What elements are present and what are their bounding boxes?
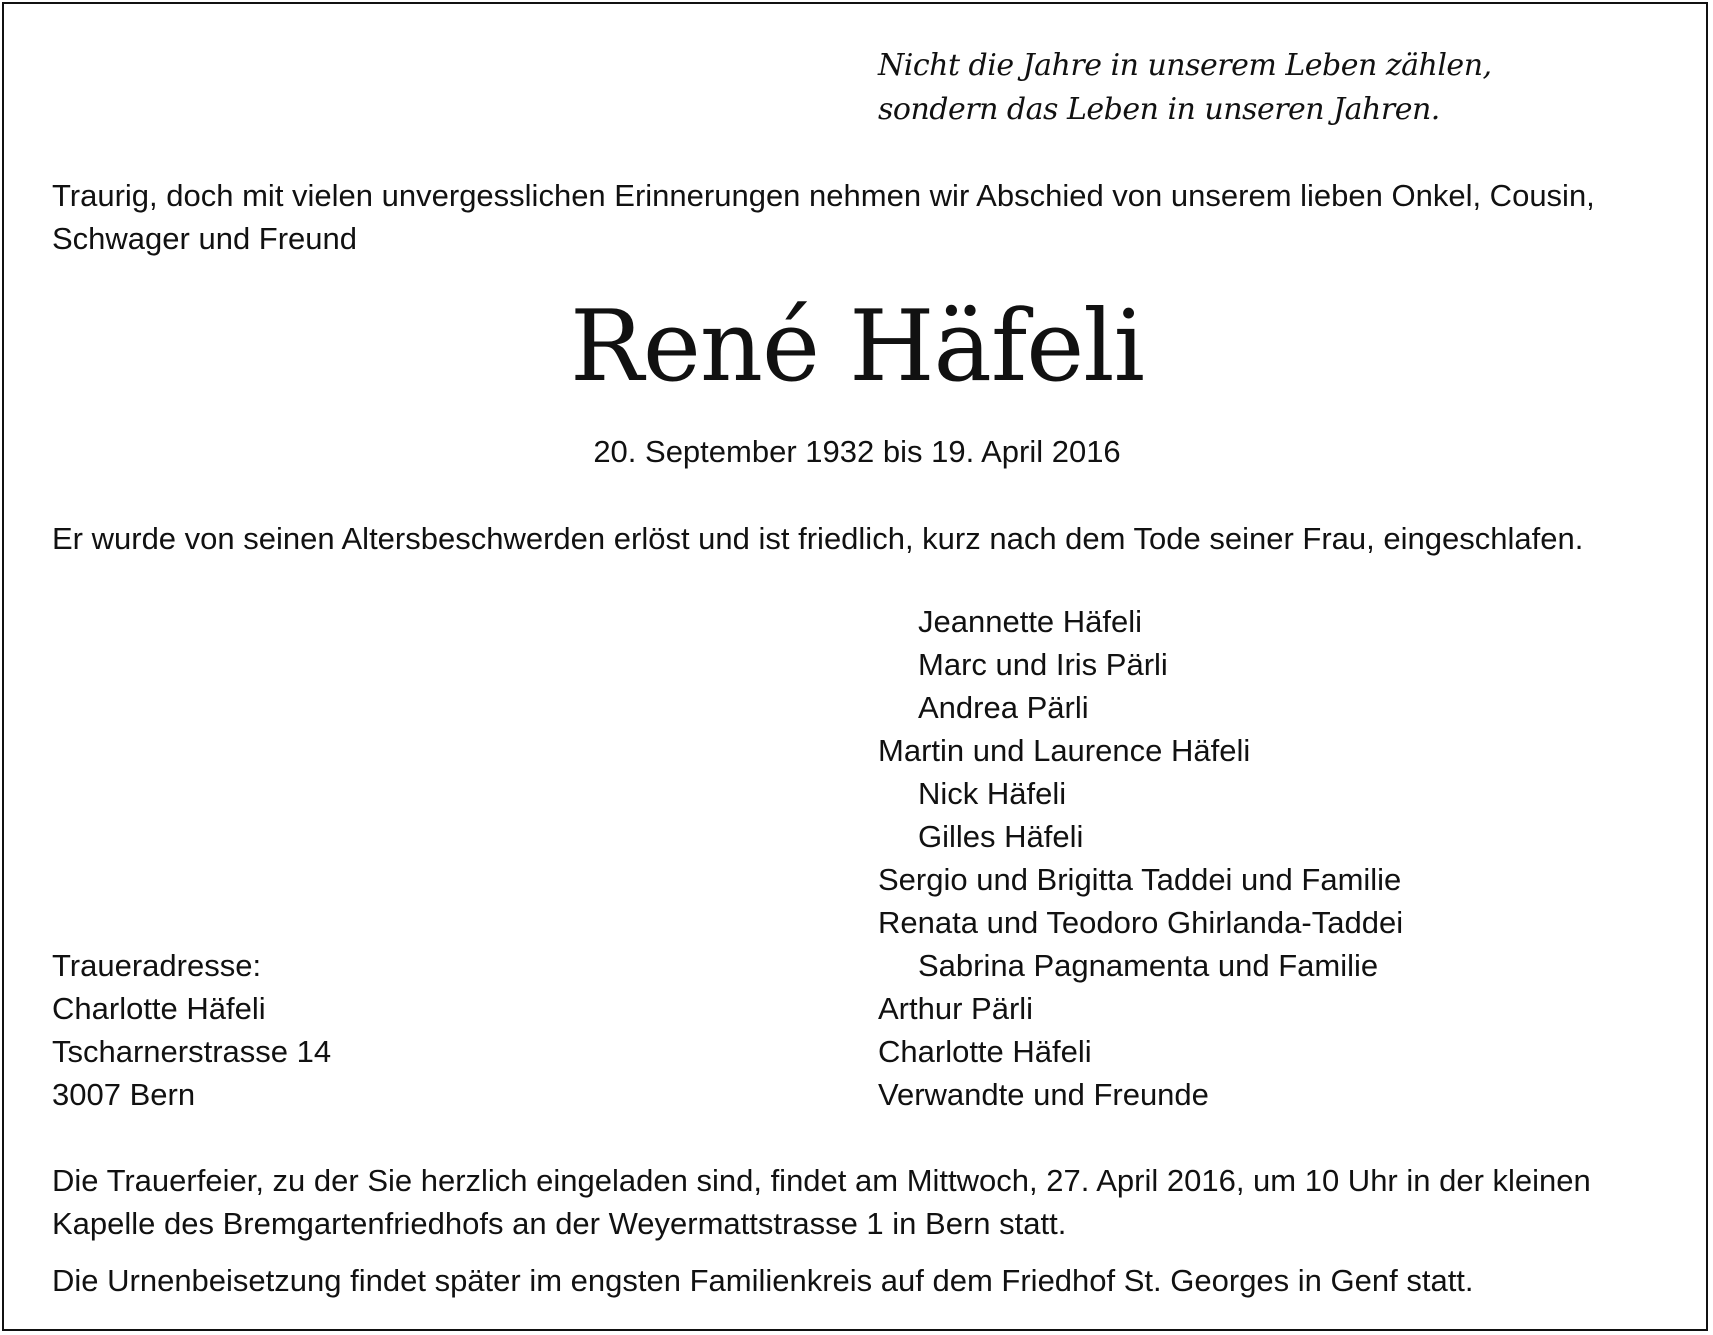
- mourner-item: Nick Häfeli: [918, 776, 1067, 811]
- mourner-item: Charlotte Häfeli: [878, 1034, 1092, 1069]
- mourners-list: [878, 600, 1403, 1116]
- motto-quote: [878, 44, 1492, 132]
- deceased-name: René Häfeli: [570, 290, 1144, 404]
- motto-line-2: sondern das Leben in unseren Jahren.: [878, 92, 1440, 127]
- mourner-item: Marc und Iris Pärli: [918, 647, 1168, 682]
- mourner-item: Sergio und Brigitta Taddei und Familie: [878, 862, 1402, 897]
- passing-paragraph: Er wurde von seinen Altersbeschwerden erlöst und ist friedlich, kurz nach dem Tode seiner Frau, eingeschlafen.: [52, 521, 1584, 556]
- death-notice: [2, 2, 1708, 1331]
- address-city: 3007 Bern: [52, 1077, 196, 1112]
- life-dates: 20. September 1932 bis 19. April 2016: [593, 434, 1121, 469]
- urn-burial-paragraph: Die Urnenbeisetzung findet später im engsten Familienkreis auf dem Friedhof St. Georges in Genf statt.: [52, 1263, 1474, 1298]
- intro-line-1: Traurig, doch mit vielen unvergesslichen Erinnerungen nehmen wir Abschied von unserem lieben Onkel, Cousin,: [52, 178, 1595, 213]
- intro-paragraph: [52, 174, 1595, 260]
- address-street: Tscharnerstrasse 14: [52, 1034, 332, 1069]
- mourner-item: Jeannette Häfeli: [918, 604, 1143, 639]
- mourner-item: Arthur Pärli: [878, 991, 1034, 1026]
- ceremony-line-2: Kapelle des Bremgartenfriedhofs an der Weyermattstrasse 1 in Bern statt.: [52, 1206, 1067, 1241]
- mourning-address: [52, 944, 331, 1116]
- address-name: Charlotte Häfeli: [52, 991, 266, 1026]
- ceremony-paragraph: [52, 1159, 1591, 1245]
- motto-line-1: Nicht die Jahre in unserem Leben zählen,: [878, 48, 1492, 83]
- intro-line-2: Schwager und Freund: [52, 221, 358, 256]
- mourner-item: Martin und Laurence Häfeli: [878, 733, 1251, 768]
- mourner-item: Renata und Teodoro Ghirlanda-Taddei: [878, 905, 1404, 940]
- mourner-item: Andrea Pärli: [918, 690, 1089, 725]
- address-heading: Traueradresse:: [52, 948, 262, 983]
- ceremony-line-1: Die Trauerfeier, zu der Sie herzlich eingeladen sind, findet am Mittwoch, 27. April 2016, um 10 Uhr in der kleinen: [52, 1163, 1591, 1198]
- mourner-item: Sabrina Pagnamenta und Familie: [918, 948, 1379, 983]
- mourner-item: Gilles Häfeli: [918, 819, 1084, 854]
- mourner-item: Verwandte und Freunde: [878, 1077, 1209, 1112]
